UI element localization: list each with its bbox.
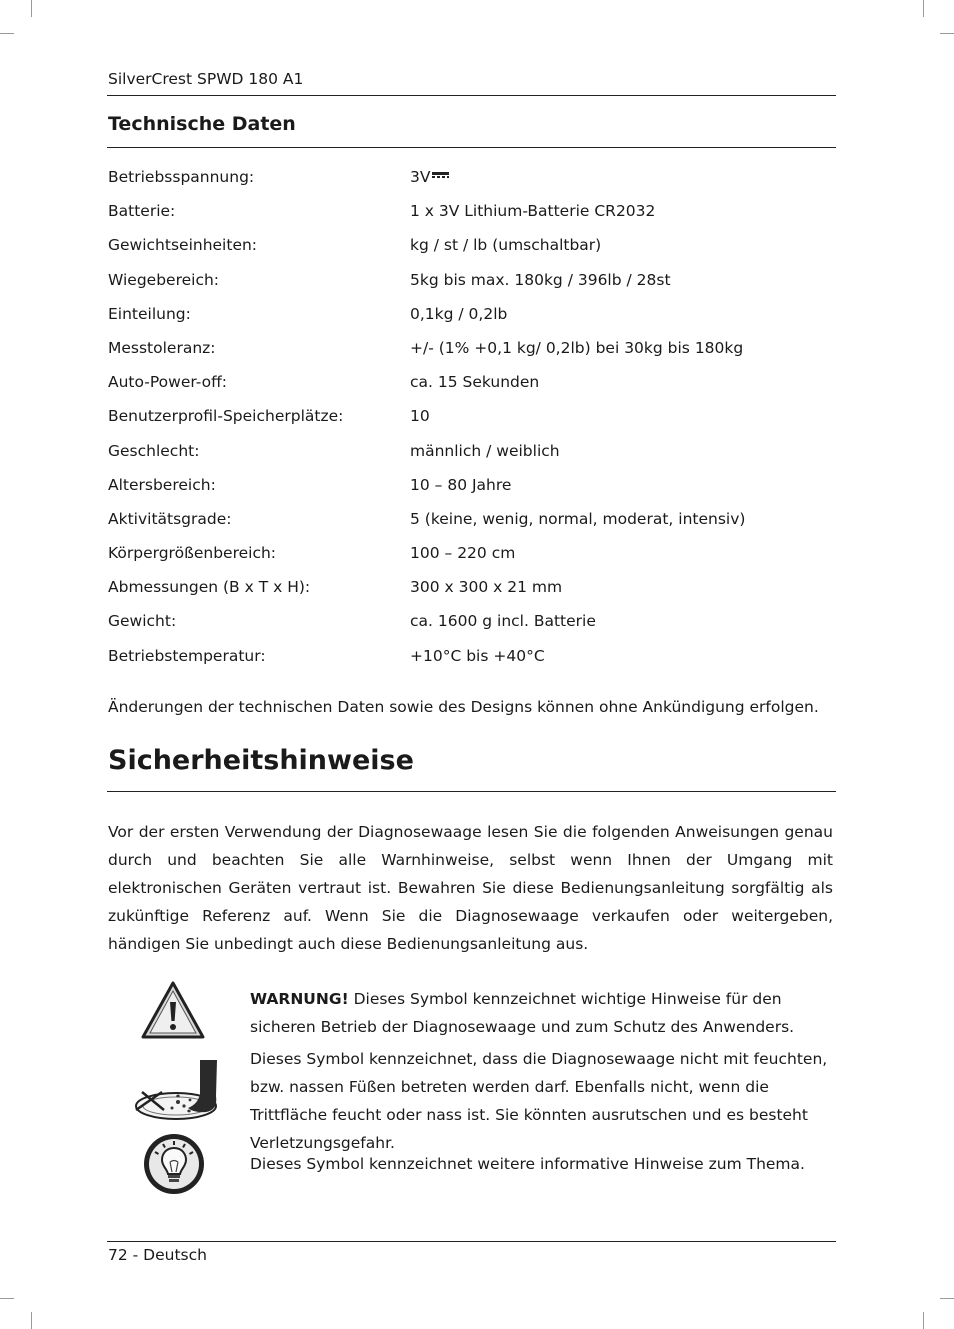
spec-label: Geschlecht: — [108, 441, 200, 460]
spec-label: Abmessungen (B x T x H): — [108, 578, 311, 597]
running-header: SilverCrest SPWD 180 A1 — [108, 70, 304, 88]
spec-row — [108, 578, 828, 612]
spec-row — [108, 305, 828, 339]
spec-row — [108, 407, 828, 441]
spec-label: Aktivitätsgrade: — [108, 509, 232, 528]
spec-label: Betriebsspannung: — [108, 168, 255, 186]
crop-mark — [923, 1312, 924, 1329]
header-rule — [107, 95, 836, 96]
spec-label: Betriebstemperatur: — [108, 646, 266, 665]
spec-row — [108, 612, 828, 646]
spec-label: Benutzerprofil-Speicherplätze: — [108, 407, 344, 426]
spec-row — [108, 236, 828, 270]
spec-label: Körpergrößenbereich: — [108, 544, 277, 563]
warning-description: Dieses Symbol kennzeichnet wichtige Hinweise für den sicheren Betrieb der Diagnosewaage und zum Schutz des Anwenders. — [250, 990, 795, 1036]
crop-mark — [0, 33, 14, 34]
spec-value: +/- (1% +0,1 kg/ 0,2lb) bei 30kg bis 180kg — [410, 338, 744, 357]
spec-row — [108, 168, 828, 202]
section-heading-safety: Sicherheitshinweise — [108, 745, 414, 776]
warning-label: WARNUNG! — [250, 990, 349, 1008]
section-rule — [107, 791, 836, 792]
spec-row — [108, 544, 828, 578]
spec-row — [108, 510, 828, 544]
spec-label: Gewicht: — [108, 612, 177, 631]
crop-mark — [31, 0, 32, 17]
spec-value: 1 x 3V Lithium-Batterie CR2032 — [410, 202, 656, 221]
spec-label: Batterie: — [108, 202, 176, 221]
crop-mark — [923, 0, 924, 17]
spec-value: männlich / weiblich — [410, 441, 560, 460]
crop-mark — [940, 1298, 954, 1299]
spec-value: ca. 15 Sekunden — [410, 373, 540, 392]
spec-label: Einteilung: — [108, 304, 191, 323]
spec-row — [108, 202, 828, 236]
spec-label: Auto-Power-off: — [108, 373, 228, 392]
wet-feet-text: Dieses Symbol kennzeichnet, dass die Diagnosewaage nicht mit feuchten, bzw. nassen Füßen betreten werden darf. Ebenfalls nicht, wenn die Trittfläche feucht oder nass ist. Sie könnten ausrutschen und es besteht Verletzungsgefahr. — [250, 1050, 828, 1152]
spec-value: 0,1kg / 0,2lb — [410, 304, 508, 323]
crop-mark — [940, 33, 954, 34]
spec-row — [108, 373, 828, 407]
crop-mark — [0, 1298, 14, 1299]
footer-rule — [107, 1241, 836, 1242]
spec-value — [410, 168, 449, 186]
crop-mark — [31, 1312, 32, 1329]
spec-value: ca. 1600 g incl. Batterie — [410, 612, 596, 631]
warning-triangle-icon — [140, 980, 206, 1040]
spec-value: +10°C bis +40°C — [410, 646, 545, 665]
spec-value-text: 3V — [410, 168, 431, 186]
spec-row — [108, 442, 828, 476]
wet-feet-icon — [132, 1058, 222, 1126]
spec-label: Gewichtseinheiten: — [108, 236, 258, 255]
spec-label: Wiegebereich: — [108, 270, 220, 289]
spec-value: kg / st / lb (umschaltbar) — [410, 236, 602, 255]
section-heading-specs: Technische Daten — [108, 113, 296, 135]
spec-value: 5 (keine, wenig, normal, moderat, intensiv) — [410, 509, 746, 528]
section-rule — [107, 147, 836, 148]
safety-intro-paragraph: Vor der ersten Verwendung der Diagnosewaage lesen Sie die folgenden Anweisungen genau durch und beachten Sie alle Warnhinweise, selbst wenn Ihnen der Umgang mit elektronischen Geräten vertraut ist. Bewahren Sie diese Bedienungsanleitung sorgfältig als zukünftige Referenz auf. Wenn Sie die Diagnosewaage verkaufen oder weitergeben, händigen Sie unbedingt auch diese Bedienungsanleitung aus. — [108, 823, 833, 953]
spec-value: 300 x 300 x 21 mm — [410, 578, 563, 597]
spec-value: 10 – 80 Jahre — [410, 475, 512, 494]
direct-current-icon — [432, 172, 449, 179]
spec-row — [108, 271, 828, 305]
warning-text — [250, 985, 835, 1041]
spec-value: 10 — [410, 407, 430, 426]
spec-value: 5kg bis max. 180kg / 396lb / 28st — [410, 270, 671, 289]
lightbulb-text: Dieses Symbol kennzeichnet weitere informative Hinweise zum Thema. — [250, 1155, 805, 1173]
spec-row — [108, 339, 828, 373]
change-notice: Änderungen der technischen Daten sowie des Designs können ohne Ankündigung erfolgen. — [108, 698, 819, 716]
spec-row — [108, 647, 828, 681]
spec-label: Messtoleranz: — [108, 338, 216, 357]
spec-value: 100 – 220 cm — [410, 544, 516, 563]
spec-label: Altersbereich: — [108, 475, 216, 494]
spec-row — [108, 476, 828, 510]
lightbulb-icon — [142, 1132, 206, 1196]
spec-table — [108, 168, 828, 681]
page-number: 72 - Deutsch — [108, 1246, 207, 1264]
